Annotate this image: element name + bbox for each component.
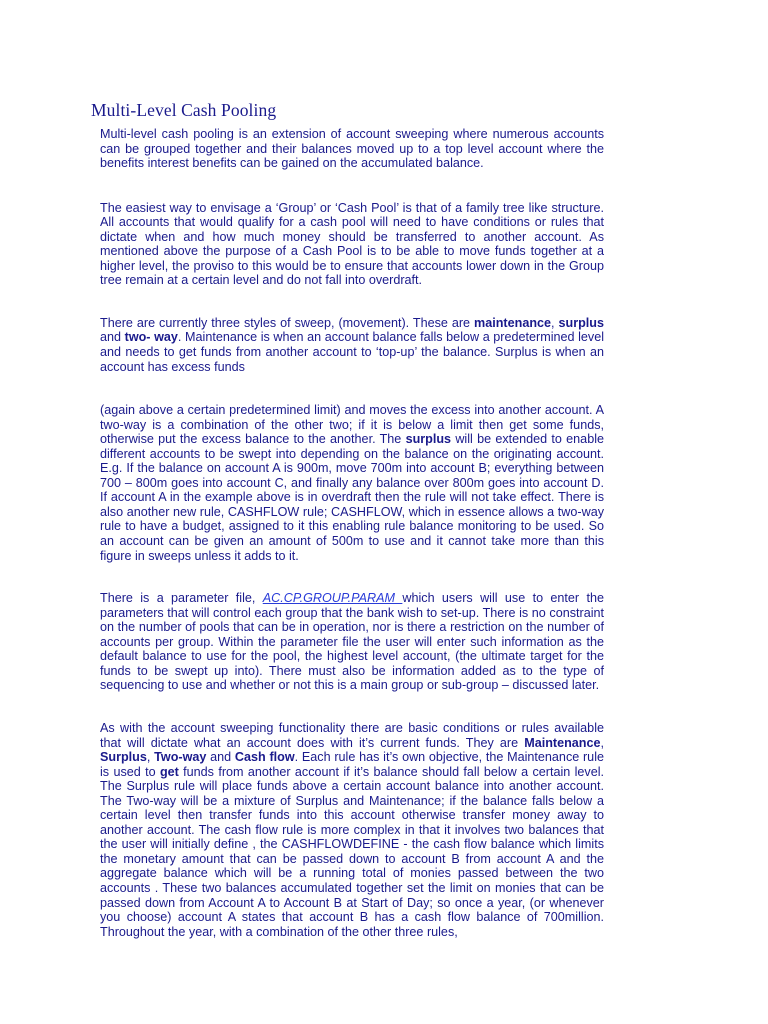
page-title: Multi-Level Cash Pooling	[91, 100, 277, 120]
paragraph-two-way-detail	[100, 403, 604, 563]
text-run: There are currently three styles of sweep, (movement). These are	[100, 315, 475, 330]
paragraph-intro: Multi-level cash pooling is an extension of account sweeping where numerous accounts can be grouped together and their balances moved up to a top level account where the benefits interest benefits can be gained on the accumulated balance.	[100, 127, 604, 171]
term-surplus: surplus	[405, 432, 452, 447]
text-run: There is a parameter file,	[100, 591, 263, 606]
text-run: ,	[146, 750, 155, 765]
paragraph-sweep-styles	[100, 316, 604, 374]
text-run: . Maintenance is when an account balance falls below a predetermined level and needs to get funds from another account to ‘top-up’ the balance. Surplus is when an account has excess funds	[100, 330, 605, 374]
text-run: and	[206, 750, 235, 765]
term-get: get	[159, 764, 179, 779]
term-two-way: two- way	[124, 330, 178, 345]
text-run: ,	[551, 315, 559, 330]
term-maintenance: maintenance	[474, 315, 552, 330]
term-cash-flow: Cash flow	[234, 750, 295, 765]
text-run: funds from another account if it’s balance should fall below a certain level. The Surplus rule will place funds above a certain account balance into another account. The Two-way will be a mixture of Surplus and Maintenance; if the balance falls below a certain level then transfer funds into this account otherwise transfer money away to another account. The cash flow rule is more complex in that it involves two balances that the user will initially define , the CASHFLOWDEFINE - the cash flow balance which limits the monetary amount that can be passed down to account B from account A and the aggregate balance which will be a running total of monies passed between the two accounts . These two balances accumulated together set the limit on monies that can be passed down from Account A to Account B at Start of Day; so once a year, (or whenever you choose) account A states that account B has a cash flow balance of 700million. Throughout the year, with a combination of the other three rules,	[100, 764, 604, 939]
term-two-way: Two-way	[154, 750, 207, 765]
paragraph-rules	[100, 721, 604, 939]
text-run: (again above a certain predetermined limit) and moves the excess into another account. A two-way is a combination of the other two; if it is below a limit then get some funds, otherwise put the excess balance to the another. The	[100, 403, 604, 447]
paragraph-group-concept: The easiest way to envisage a ‘Group’ or ‘Cash Pool’ is that of a family tree like structure. All accounts that would qualify for a cash pool will need to have conditions or rules that dictate when and how much money should be transferred to another account. As mentioned above the purpose of a Cash Pool is to be able to move funds together at a higher level, the proviso to this would be to ensure that accounts lower down in the Group tree remain at a certain level and do not fall into overdraft.	[100, 200, 604, 288]
text-run: which users will use to enter the parameters that will control each group that the bank wish to set-up. There is no constraint on the number of pools that can be in operation, nor is there a restriction on the number of accounts per group. Within the parameter file the user will enter such information as the default balance to use for the pool, the highest level account, (the ultimate target for the funds to be swept up into). There must also be information added as to the type of sequencing to use and whether or not this is a main group or sub-group – discussed later.	[100, 591, 604, 693]
text-run: and	[100, 330, 125, 345]
text-run: ,	[600, 735, 604, 750]
term-surplus: surplus	[558, 315, 604, 330]
term-surplus: Surplus	[100, 750, 147, 765]
text-run: As with the account sweeping functionality there are basic conditions or rules available that will dictate what an account does with it’s current funds. They are	[100, 720, 604, 750]
term-maintenance: Maintenance	[524, 735, 601, 750]
text-run: will be extended to enable different accounts to be swept into depending on the balance on the originating account. E.g. If the balance on account A is 900m, move 700m into account B; everything between 700 – 800m goes into account C, and finally any balance over 800m goes into account D. If account A in the example above is in overdraft then the rule will not take effect. There is also another new rule, CASHFLOW rule; CASHFLOW, which in essence allows a two-way rule to have a budget, assigned to it this enabling rule balance monitoring to be used. So an account can be given an amount of 500m to use and it cannot take more than this figure in sweeps unless it adds to it.	[100, 432, 604, 563]
param-file-link[interactable]: AC.CP.GROUP.PARAM	[262, 591, 403, 606]
text-run: . Each rule has it’s own objective, the Maintenance rule is used to	[100, 750, 604, 779]
document-body	[100, 127, 604, 939]
paragraph-parameter-file	[100, 591, 604, 693]
